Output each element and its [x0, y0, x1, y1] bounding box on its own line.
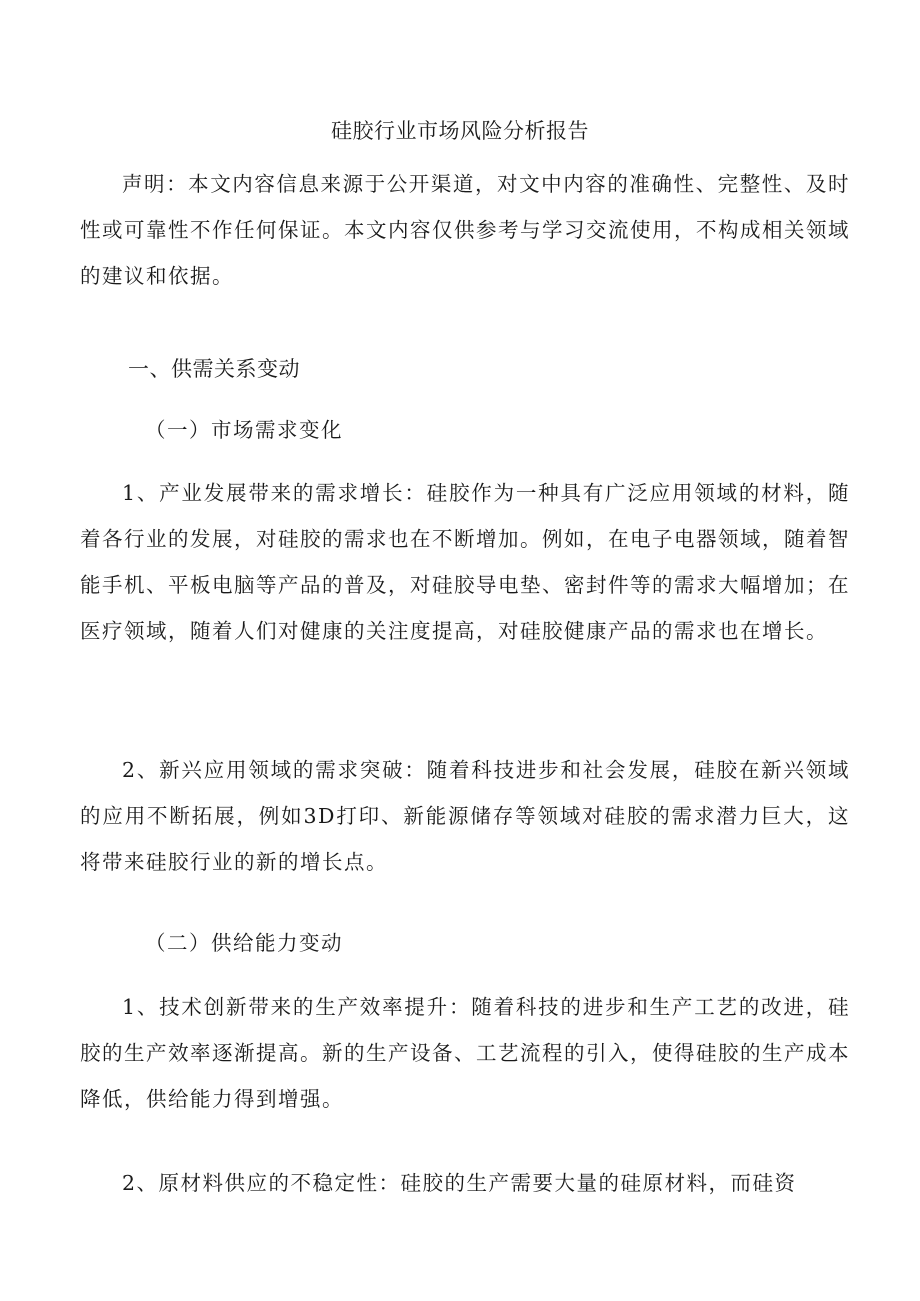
- disclaimer-paragraph: 声明：本文内容信息来源于公开渠道，对文中内容的准确性、完整性、及时性或可靠性不作任何保证。本文内容仅供参考与学习交流使用，不构成相关领域的建议和依据。: [80, 172, 850, 288]
- document-title: 硅胶行业市场风险分析报告: [331, 119, 589, 143]
- section-heading-supply-demand: 一、供需关系变动: [128, 357, 300, 381]
- paragraph-emerging-demand: 2、新兴应用领域的需求突破：随着科技进步和社会发展，硅胶在新兴领域的应用不断拓展，例如3D打印、新能源储存等领域对硅胶的需求潜力巨大，这将带来硅胶行业的新的增长点。: [80, 758, 850, 874]
- subsection-heading-market-demand: （一）市场需求变化: [145, 418, 343, 442]
- paragraph-raw-material-instability: 2、原材料供应的不稳定性：硅胶的生产需要大量的硅原材料，而硅资: [122, 1171, 797, 1195]
- paragraph-demand-growth: 1、产业发展带来的需求增长：硅胶作为一种具有广泛应用领域的材料，随着各行业的发展，对硅胶的需求也在不断增加。例如，在电子电器领域，随着智能手机、平板电脑等产品的普及，对硅胶导电垫、密封件等的需求大幅增加；在医疗领域，随着人们对健康的关注度提高，对硅胶健康产品的需求也在增长。: [80, 481, 850, 643]
- subsection-heading-supply-capacity: （二）供给能力变动: [145, 931, 343, 955]
- paragraph-efficiency-improvement: 1、技术创新带来的生产效率提升：随着科技的进步和生产工艺的改进，硅胶的生产效率逐渐提高。新的生产设备、工艺流程的引入，使得硅胶的生产成本降低，供给能力得到增强。: [80, 995, 850, 1111]
